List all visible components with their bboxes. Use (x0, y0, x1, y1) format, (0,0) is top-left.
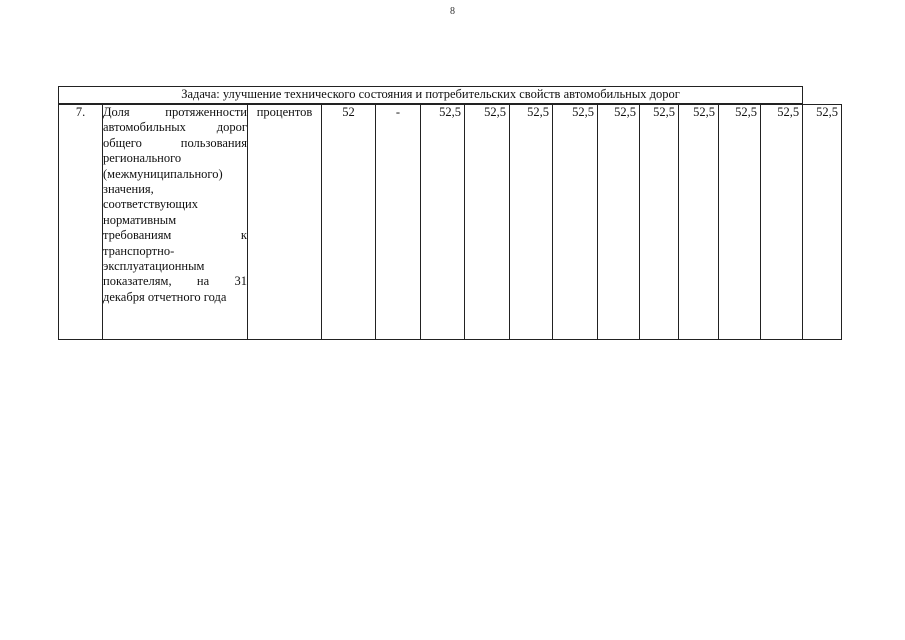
name-line: соответствующих (103, 197, 198, 212)
name-line: Доля протяженности (103, 105, 247, 119)
value-cell: 52,5 (553, 104, 598, 340)
name-line: декабря отчетного года (103, 289, 227, 304)
value-cell: 52,5 (465, 104, 510, 340)
name-line: автомобильных дорог (103, 120, 247, 135)
value-cell: 52,5 (640, 104, 679, 340)
value-cell: 52 (322, 104, 376, 340)
name-line: эксплуатационным (103, 259, 205, 274)
page-number: 8 (450, 6, 455, 17)
name-line: нормативным (103, 212, 177, 227)
name-line: показателям, на 31 (103, 274, 247, 289)
value-cell: 52,5 (510, 104, 553, 340)
name-line: регионального (103, 151, 182, 166)
value-cell: 52,5 (803, 104, 842, 340)
value-cell: 52,5 (598, 104, 640, 340)
task-label: Задача: улучшение технического состояния и потребительских свойств автомобильных дорог (59, 87, 803, 105)
indicator-name (103, 104, 248, 340)
value-cell: - (376, 104, 421, 340)
name-line: транспортно- (103, 243, 175, 258)
task-row (59, 87, 842, 105)
value-cell: 52,5 (421, 104, 465, 340)
value-cell: 52,5 (719, 104, 761, 340)
name-line: значения, (103, 182, 154, 197)
table-row (59, 104, 842, 340)
unit-cell: процентов (248, 104, 322, 340)
value-cell: 52,5 (761, 104, 803, 340)
name-line: общего пользования (103, 135, 247, 150)
value-cell: 52,5 (679, 104, 719, 340)
name-line: требованиям к (103, 228, 247, 243)
row-number: 7. (59, 104, 103, 340)
name-line: (межмуниципального) (103, 166, 223, 181)
indicators-table (58, 86, 842, 340)
